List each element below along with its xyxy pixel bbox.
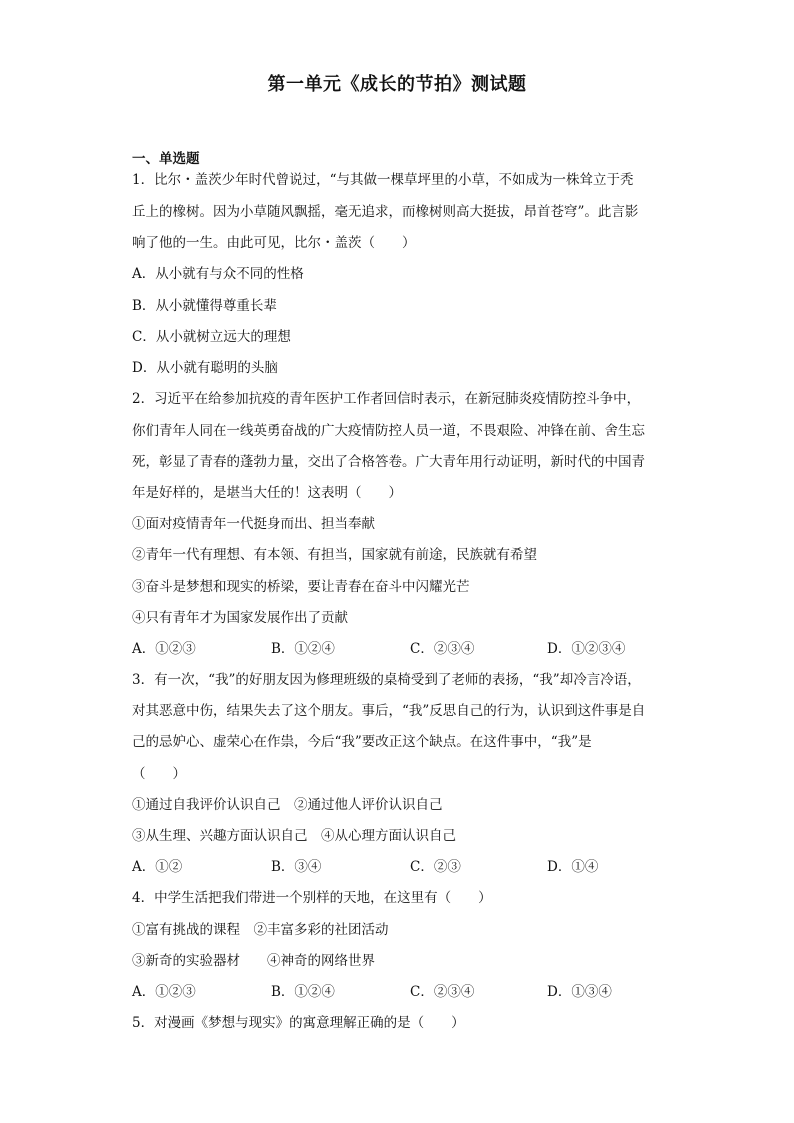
choice-c: C．②③④: [410, 641, 475, 657]
question-1-option-b: B．从小就懂得尊重长辈: [132, 298, 277, 314]
question-2-statement: ②青年一代有理想、有本领、有担当，国家就有前途，民族就有希望: [132, 547, 537, 563]
choice-b: B．③④: [271, 859, 322, 875]
section-heading: 一、单选题: [132, 151, 200, 167]
question-3-text: 己的忌妒心、虚荣心在作祟，今后“我”要改正这个缺点。在这件事中，“我”是: [132, 734, 592, 750]
question-1-option-c: C．从小就树立远大的理想: [132, 329, 291, 345]
question-3-text: 对其恶意中伤，结果失去了这个朋友。事后，“我”反思自己的行为，认识到这件事是自: [132, 703, 646, 719]
question-2-text: 你们青年人同在一线英勇奋战的广大疫情防控人员一道，不畏艰险、冲锋在前、舍生忘: [132, 423, 645, 439]
question-2-statement: ④只有青年才为国家发展作出了贡献: [132, 610, 348, 626]
question-5-text: 5．对漫画《梦想与现实》的寓意理解正确的是（ ）: [132, 1015, 465, 1031]
choice-c: C．②③④: [410, 984, 475, 1000]
choice-d: D．①④: [547, 859, 599, 875]
question-1-text: 1．比尔・盖茨少年时代曾说过，“与其做一棵草坪里的小草，不如成为一株耸立于秃: [132, 172, 634, 188]
question-3-statement: ①通过自我评价认识自己 ②通过他人评价认识自己: [132, 797, 443, 813]
question-1-text: 响了他的一生。由此可见，比尔・盖茨（ ）: [132, 235, 416, 251]
question-4-text: 4．中学生活把我们带进一个别样的天地，在这里有（ ）: [132, 890, 492, 906]
question-2-statement: ①面对疫情青年一代挺身而出、担当奉献: [132, 516, 375, 532]
choice-c: C．②③: [410, 859, 461, 875]
question-1-text: 丘上的橡树。因为小草随风飘摇，毫无追求，而橡树则高大挺拔，昂首苍穹”。此言影: [132, 204, 639, 220]
question-2-statement: ③奋斗是梦想和现实的桥梁，要让青春在奋斗中闪耀光芒: [132, 579, 470, 595]
choice-b: B．①②④: [271, 984, 335, 1000]
choice-b: B．①②④: [271, 641, 335, 657]
choice-a: A．①②: [132, 859, 183, 875]
choice-a: A．①②③: [132, 984, 196, 1000]
question-3-text: （ ）: [132, 766, 186, 782]
question-1-option-d: D．从小就有聪明的头脑: [132, 360, 278, 376]
question-2-text: 年是好样的，是堪当大任的！这表明（ ）: [132, 485, 402, 501]
question-1-option-a: A．从小就有与众不同的性格: [132, 266, 304, 282]
choice-a: A．①②③: [132, 641, 196, 657]
choice-d: D．①②③④: [547, 641, 626, 657]
question-4-statement: ③新奇的实验器材 ④神奇的网络世界: [132, 953, 375, 969]
question-3-text: 3．有一次，“我”的好朋友因为修理班级的桌椅受到了老师的表扬，“我”却冷言冷语，: [132, 672, 641, 688]
question-2-text: 死，彰显了青春的蓬勃力量，交出了合格答卷。广大青年用行动证明，新时代的中国青: [132, 454, 645, 470]
question-4-statement: ①富有挑战的课程 ②丰富多彩的社团活动: [132, 922, 389, 938]
page-title: 第一单元《成长的节拍》测试题: [267, 74, 527, 95]
choice-d: D．①③④: [547, 984, 612, 1000]
question-3-statement: ③从生理、兴趣方面认识自己 ④从心理方面认识自己: [132, 828, 456, 844]
question-2-text: 2．习近平在给参加抗疫的青年医护工作者回信时表示，在新冠肺炎疫情防控斗争中，: [132, 391, 641, 407]
